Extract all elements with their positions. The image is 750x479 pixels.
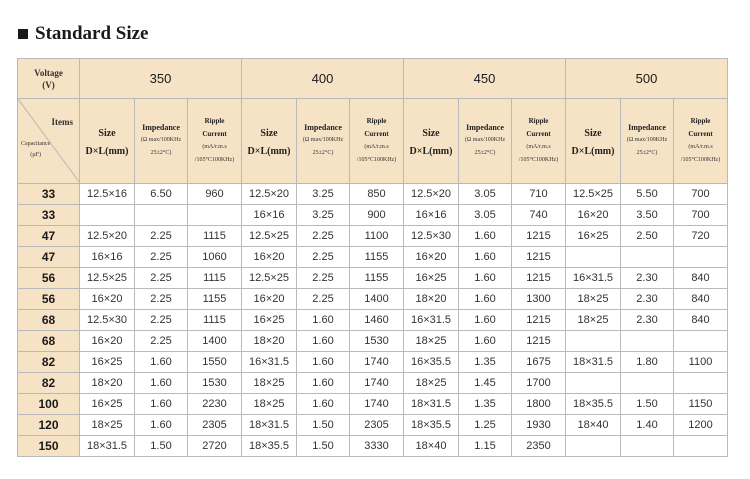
ripple-cell-500: 840 [674, 310, 728, 331]
ripple-cell-400: 1740 [350, 373, 404, 394]
page-title: Standard Size [35, 23, 149, 44]
impedance-cell-500: 1.80 [621, 352, 674, 373]
size-cell-500: 16×20 [566, 205, 621, 226]
impedance-cell-400: 1.60 [297, 352, 350, 373]
size-unit: D×L(mm) [85, 146, 129, 157]
capacitance-cell: 82 [18, 352, 80, 373]
voltage-350-header: 350 [80, 59, 242, 99]
size-cell-500: 18×25 [566, 289, 621, 310]
impedance-cell-500: 1.50 [621, 394, 674, 415]
impedance-cell-500: 2.30 [621, 310, 674, 331]
impedance-cell-500: 2.30 [621, 268, 674, 289]
standard-size-table [17, 58, 728, 457]
impedance-sub-2: 25±2°C) [474, 150, 496, 156]
ripple-cell-450: 1215 [512, 247, 566, 268]
size-cell-400: 12.5×20 [242, 184, 297, 205]
size-cell-350: 18×31.5 [80, 436, 135, 457]
impedance-cell-450: 1.60 [459, 247, 512, 268]
ripple-sub-2: /105°C100KHz) [518, 157, 559, 163]
size-cell-450: 16×35.5 [404, 352, 459, 373]
ripple-cell-350: 1115 [188, 268, 242, 289]
ripple-cell-350: 1530 [188, 373, 242, 394]
size-cell-350: 12.5×20 [80, 226, 135, 247]
impedance-cell-350: 1.60 [135, 373, 188, 394]
ripple-cell-450: 710 [512, 184, 566, 205]
voltage-header-row [18, 59, 728, 99]
size-header-450 [404, 99, 459, 184]
impedance-sub-1: (Ω max/100KHz [140, 137, 182, 143]
table-row [18, 289, 728, 310]
ripple-cell-400: 1155 [350, 268, 404, 289]
ripple-cell-350: 1155 [188, 289, 242, 310]
table-row [18, 436, 728, 457]
impedance-sub-1: (Ω max/100KHz [302, 137, 344, 143]
impedance-header-500 [621, 99, 674, 184]
ripple-cell-350 [188, 205, 242, 226]
impedance-cell-500: 2.50 [621, 226, 674, 247]
impedance-label: Impedance [466, 123, 504, 132]
size-cell-500: 16×25 [566, 226, 621, 247]
ripple-cell-500: 1200 [674, 415, 728, 436]
size-cell-450: 16×25 [404, 268, 459, 289]
ripple-cell-400: 1100 [350, 226, 404, 247]
impedance-cell-500: 5.50 [621, 184, 674, 205]
size-cell-350: 16×20 [80, 289, 135, 310]
table-row [18, 373, 728, 394]
impedance-cell-400: 2.25 [297, 268, 350, 289]
capacitance-cell: 82 [18, 373, 80, 394]
ripple-cell-450: 1215 [512, 226, 566, 247]
ripple-cell-500 [674, 331, 728, 352]
impedance-cell-450: 1.35 [459, 394, 512, 415]
size-label: Size [584, 128, 602, 139]
ripple-sub-2: /105°C100KHz) [680, 157, 721, 163]
voltage-unit: (V) [42, 79, 55, 90]
capacitance-cell: 68 [18, 310, 80, 331]
ripple-cell-400: 1460 [350, 310, 404, 331]
size-cell-450: 18×40 [404, 436, 459, 457]
size-header-350 [80, 99, 135, 184]
impedance-cell-450: 1.60 [459, 268, 512, 289]
impedance-cell-350: 1.60 [135, 415, 188, 436]
impedance-cell-350: 1.60 [135, 352, 188, 373]
ripple-cell-450: 2350 [512, 436, 566, 457]
square-bullet-icon [18, 29, 28, 39]
impedance-sub-2: 25±2°C) [150, 150, 172, 156]
ripple-label-2: Current [688, 130, 713, 138]
voltage-label: Voltage [34, 67, 63, 78]
size-cell-350: 16×25 [80, 394, 135, 415]
size-cell-450: 16×16 [404, 205, 459, 226]
impedance-cell-500: 3.50 [621, 205, 674, 226]
size-cell-450: 18×25 [404, 331, 459, 352]
impedance-cell-500 [621, 436, 674, 457]
impedance-cell-400: 3.25 [297, 205, 350, 226]
ripple-header-450 [512, 99, 566, 184]
voltage-450-header: 450 [404, 59, 566, 99]
size-cell-450: 16×31.5 [404, 310, 459, 331]
size-cell-450: 18×25 [404, 373, 459, 394]
impedance-cell-450: 1.45 [459, 373, 512, 394]
impedance-cell-500 [621, 331, 674, 352]
capacitance-cell: 33 [18, 184, 80, 205]
capacitance-label: Capacitance [21, 141, 51, 147]
impedance-cell-400: 1.60 [297, 373, 350, 394]
size-cell-400: 18×31.5 [242, 415, 297, 436]
ripple-cell-350: 2720 [188, 436, 242, 457]
size-header-400 [242, 99, 297, 184]
capacitance-label-group [21, 139, 50, 161]
ripple-label-2: Current [202, 130, 227, 138]
impedance-cell-500 [621, 373, 674, 394]
capacitance-cell: 56 [18, 289, 80, 310]
table-row [18, 226, 728, 247]
size-cell-400: 16×20 [242, 289, 297, 310]
impedance-cell-350: 2.25 [135, 226, 188, 247]
impedance-cell-450: 1.60 [459, 310, 512, 331]
ripple-cell-450: 1300 [512, 289, 566, 310]
size-cell-500 [566, 436, 621, 457]
ripple-sub-1: (mA/r.m.s [364, 144, 389, 150]
size-cell-400: 12.5×25 [242, 268, 297, 289]
ripple-sub-1: (mA/r.m.s [202, 144, 227, 150]
ripple-cell-350: 960 [188, 184, 242, 205]
size-cell-400: 16×31.5 [242, 352, 297, 373]
table-row [18, 310, 728, 331]
impedance-header-450 [459, 99, 512, 184]
size-cell-450: 18×31.5 [404, 394, 459, 415]
capacitance-unit: (µF) [30, 152, 42, 158]
impedance-cell-400: 1.60 [297, 394, 350, 415]
size-cell-450: 18×20 [404, 289, 459, 310]
impedance-cell-450: 1.60 [459, 226, 512, 247]
impedance-cell-350: 1.50 [135, 436, 188, 457]
size-cell-500 [566, 331, 621, 352]
ripple-cell-350: 1060 [188, 247, 242, 268]
size-cell-400: 18×35.5 [242, 436, 297, 457]
ripple-cell-500: 840 [674, 289, 728, 310]
size-cell-500 [566, 373, 621, 394]
ripple-cell-450: 1215 [512, 268, 566, 289]
size-cell-450: 18×35.5 [404, 415, 459, 436]
ripple-sub-2: /105°C100KHz) [194, 157, 235, 163]
impedance-cell-350: 2.25 [135, 289, 188, 310]
impedance-cell-450: 3.05 [459, 205, 512, 226]
size-cell-350: 16×20 [80, 331, 135, 352]
ripple-label-1: Ripple [366, 117, 387, 125]
impedance-cell-350: 2.25 [135, 268, 188, 289]
impedance-cell-400: 1.60 [297, 310, 350, 331]
size-cell-350: 12.5×16 [80, 184, 135, 205]
size-cell-500 [566, 247, 621, 268]
capacitance-cell: 47 [18, 226, 80, 247]
ripple-sub-2: /105°C100KHz) [356, 157, 397, 163]
table-body [18, 184, 728, 457]
impedance-cell-400: 2.25 [297, 226, 350, 247]
impedance-cell-350: 2.25 [135, 310, 188, 331]
size-cell-500: 18×25 [566, 310, 621, 331]
ripple-cell-400: 1740 [350, 352, 404, 373]
size-cell-350: 18×20 [80, 373, 135, 394]
ripple-label-1: Ripple [528, 117, 549, 125]
impedance-cell-350: 2.25 [135, 247, 188, 268]
size-cell-350: 12.5×25 [80, 268, 135, 289]
size-unit: D×L(mm) [247, 146, 291, 157]
ripple-cell-450: 740 [512, 205, 566, 226]
ripple-header-500 [674, 99, 728, 184]
size-cell-450: 16×20 [404, 247, 459, 268]
size-cell-350 [80, 205, 135, 226]
size-label: Size [260, 128, 278, 139]
table-row [18, 247, 728, 268]
ripple-cell-450: 1800 [512, 394, 566, 415]
capacitance-cell: 100 [18, 394, 80, 415]
impedance-sub-1: (Ω max/100KHz [626, 137, 668, 143]
ripple-cell-450: 1215 [512, 331, 566, 352]
size-cell-500: 18×31.5 [566, 352, 621, 373]
voltage-label-cell [18, 59, 80, 99]
size-unit: D×L(mm) [571, 146, 615, 157]
ripple-cell-500 [674, 436, 728, 457]
impedance-cell-350: 2.25 [135, 331, 188, 352]
ripple-cell-500: 1100 [674, 352, 728, 373]
table-row [18, 331, 728, 352]
size-cell-400: 18×25 [242, 394, 297, 415]
impedance-header-400 [297, 99, 350, 184]
impedance-cell-500: 2.30 [621, 289, 674, 310]
size-cell-450: 12.5×30 [404, 226, 459, 247]
size-cell-500: 16×31.5 [566, 268, 621, 289]
items-label: Items [51, 117, 73, 127]
size-cell-350: 16×16 [80, 247, 135, 268]
impedance-cell-500: 1.40 [621, 415, 674, 436]
table-row [18, 268, 728, 289]
capacitance-cell: 47 [18, 247, 80, 268]
impedance-cell-400: 1.50 [297, 436, 350, 457]
ripple-header-400 [350, 99, 404, 184]
size-cell-500: 18×35.5 [566, 394, 621, 415]
impedance-cell-400: 1.60 [297, 331, 350, 352]
impedance-cell-350: 1.60 [135, 394, 188, 415]
ripple-label-1: Ripple [204, 117, 225, 125]
impedance-cell-450: 1.60 [459, 289, 512, 310]
ripple-cell-450: 1930 [512, 415, 566, 436]
ripple-cell-400: 1400 [350, 289, 404, 310]
impedance-cell-450: 1.60 [459, 331, 512, 352]
ripple-cell-350: 2305 [188, 415, 242, 436]
impedance-label: Impedance [304, 123, 342, 132]
size-cell-500: 12.5×25 [566, 184, 621, 205]
size-cell-400: 16×16 [242, 205, 297, 226]
impedance-header-350 [135, 99, 188, 184]
ripple-cell-500: 720 [674, 226, 728, 247]
ripple-cell-400: 900 [350, 205, 404, 226]
size-cell-350: 16×25 [80, 352, 135, 373]
ripple-cell-350: 1550 [188, 352, 242, 373]
capacitance-cell: 56 [18, 268, 80, 289]
size-cell-350: 12.5×30 [80, 310, 135, 331]
ripple-cell-350: 1400 [188, 331, 242, 352]
impedance-cell-400: 2.25 [297, 289, 350, 310]
column-header-row [18, 99, 728, 184]
impedance-cell-350: 6.50 [135, 184, 188, 205]
voltage-500-header: 500 [566, 59, 728, 99]
impedance-cell-400: 2.25 [297, 247, 350, 268]
ripple-cell-400: 2305 [350, 415, 404, 436]
size-cell-400: 12.5×25 [242, 226, 297, 247]
ripple-cell-450: 1700 [512, 373, 566, 394]
ripple-cell-350: 1115 [188, 310, 242, 331]
table-row [18, 184, 728, 205]
impedance-label: Impedance [142, 123, 180, 132]
impedance-sub-1: (Ω max/100KHz [464, 137, 506, 143]
section-title [18, 22, 149, 46]
ripple-cell-400: 1530 [350, 331, 404, 352]
capacitance-cell: 33 [18, 205, 80, 226]
impedance-label: Impedance [628, 123, 666, 132]
impedance-cell-450: 1.25 [459, 415, 512, 436]
capacitance-cell: 120 [18, 415, 80, 436]
items-capacitance-corner [18, 99, 80, 184]
impedance-cell-500 [621, 247, 674, 268]
ripple-cell-400: 3330 [350, 436, 404, 457]
capacitance-cell: 150 [18, 436, 80, 457]
impedance-cell-450: 1.15 [459, 436, 512, 457]
impedance-sub-2: 25±2°C) [312, 150, 334, 156]
size-header-500 [566, 99, 621, 184]
ripple-cell-500 [674, 247, 728, 268]
size-cell-450: 12.5×20 [404, 184, 459, 205]
impedance-cell-400: 3.25 [297, 184, 350, 205]
ripple-sub-1: (mA/r.m.s [688, 144, 713, 150]
impedance-sub-2: 25±2°C) [636, 150, 658, 156]
table-row [18, 415, 728, 436]
size-cell-400: 16×25 [242, 310, 297, 331]
impedance-cell-350 [135, 205, 188, 226]
size-cell-350: 18×25 [80, 415, 135, 436]
ripple-label-2: Current [526, 130, 551, 138]
ripple-cell-350: 2230 [188, 394, 242, 415]
table-row [18, 205, 728, 226]
ripple-cell-400: 850 [350, 184, 404, 205]
ripple-cell-500: 700 [674, 205, 728, 226]
size-cell-400: 18×25 [242, 373, 297, 394]
size-cell-500: 18×40 [566, 415, 621, 436]
ripple-cell-450: 1675 [512, 352, 566, 373]
ripple-cell-500: 840 [674, 268, 728, 289]
ripple-cell-500: 1150 [674, 394, 728, 415]
size-label: Size [422, 128, 440, 139]
ripple-cell-450: 1215 [512, 310, 566, 331]
table-row [18, 352, 728, 373]
size-unit: D×L(mm) [409, 146, 453, 157]
size-cell-400: 16×20 [242, 247, 297, 268]
ripple-header-350 [188, 99, 242, 184]
impedance-cell-450: 1.35 [459, 352, 512, 373]
ripple-cell-500: 700 [674, 184, 728, 205]
ripple-label-2: Current [364, 130, 389, 138]
size-label: Size [98, 128, 116, 139]
impedance-cell-450: 3.05 [459, 184, 512, 205]
capacitance-cell: 68 [18, 331, 80, 352]
ripple-cell-400: 1155 [350, 247, 404, 268]
size-cell-400: 18×20 [242, 331, 297, 352]
ripple-label-1: Ripple [690, 117, 711, 125]
ripple-cell-400: 1740 [350, 394, 404, 415]
ripple-sub-1: (mA/r.m.s [526, 144, 551, 150]
voltage-400-header: 400 [242, 59, 404, 99]
impedance-cell-400: 1.50 [297, 415, 350, 436]
table-row [18, 394, 728, 415]
ripple-cell-500 [674, 373, 728, 394]
ripple-cell-350: 1115 [188, 226, 242, 247]
